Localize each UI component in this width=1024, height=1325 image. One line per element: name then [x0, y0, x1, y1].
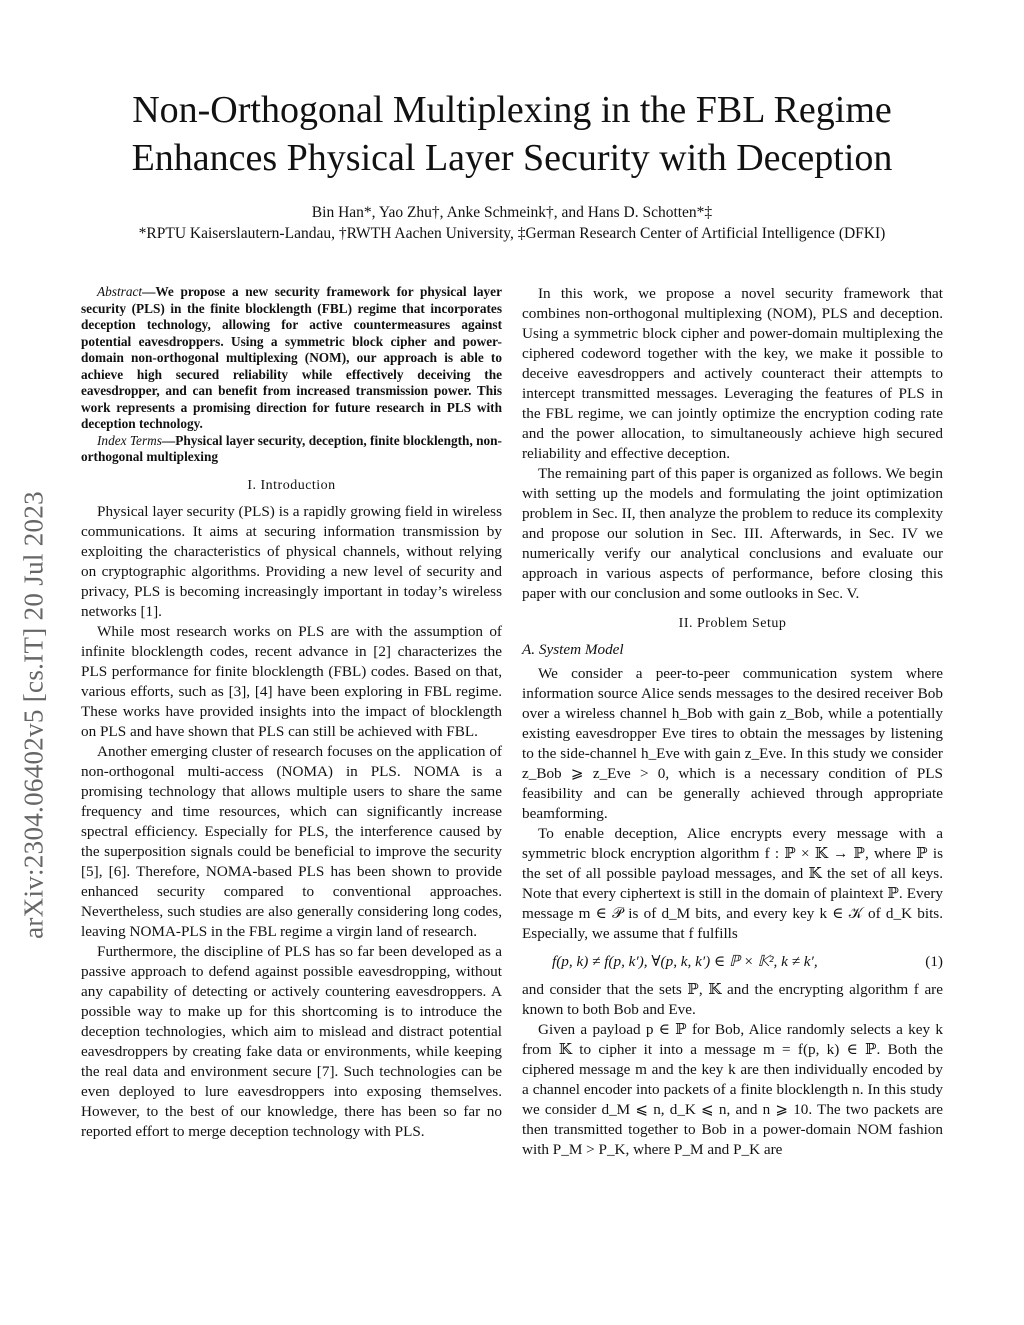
paper-title	[60, 86, 964, 182]
section-heading: I. Introduction	[247, 477, 336, 493]
paragraph: Furthermore, the discipline of PLS has so far been developed as a passive approach to defend against possible eavesdropping, without any capability of detecting or actively countering eavesdroppers. A possible way to make up for this shortcoming is to introduce the deception technologies, which aim to mislead and distract potential eavesdroppers by creating fake data or environments, while keeping the real data and environment secure [7]. Such technologies can be even deployed to lure eavesdroppers into exposing themselves. However, to the best of our knowledge, there has been so far no reported effort to merge deception technology with PLS.	[81, 942, 502, 1140]
paragraph: We consider a peer-to-peer communication system where information source Alice sends messages to the desired receiver Bob over a wireless channel h_Bob with gain z_Bob, while a potentially existing eavesdropper Eve tires to obtain the messages by listening to the side-channel h_Eve with gain z_Eve. In this study we consider z_Bob ⩾ z_Eve > 0, which is a necessary condition of PLS feasibility and can be generally achieved through appropriate beamforming.	[522, 665, 943, 822]
right-column	[522, 284, 943, 1160]
paragraph: Given a payload p ∈ ℙ for Bob, Alice randomly selects a key k from 𝕂 to cipher it into a message m = f(p, k) ∈ ℙ. Both the ciphered message m and the key k are then individually encoded by a channel encoder into packets of a finite blocklength n. In this study we consider d_M ⩽ n, d_K ⩽ n, and n ⩾ 10. The two packets are then transmitted together to Bob in a power-domain NOM fashion with P_M > P_K, where P_M and P_K are	[522, 1021, 943, 1158]
section-heading: II. Problem Setup	[678, 616, 787, 631]
left-column	[81, 284, 502, 1142]
abstract-text: —We propose a new security framework for physical layer security (PLS) in the finite blocklength (FBL) regime that incorporates deception technology, allowing for active countermeasures against potential eavesdroppers. Using a symmetric block cipher and power-domain non-orthogonal multiplexing (NOM), our approach is able to achieve high secured reliability while effectively deceiving the eavesdropper, and can benefit from increased transmission power. This work represents a promising direction for future research in PLS with deception technology.	[81, 284, 502, 431]
arxiv-id: arXiv:2304.06402v5 [cs.IT] 20 Jul 2023	[18, 491, 49, 939]
abstract-label: Abstract	[97, 284, 143, 299]
abstract	[81, 284, 502, 433]
title-line-2: Enhances Physical Layer Security with Deception	[131, 137, 893, 179]
equation-body: f(p, k) ≠ f(p, k′), ∀(p, k, k′) ∈ ℙ × 𝕂², k ≠ k′,	[552, 953, 818, 970]
equation-number: (1)	[925, 953, 943, 970]
subsection-heading: A. System Model	[522, 641, 624, 658]
paragraph: While most research works on PLS are with the assumption of infinite blocklength codes, recent advance in [2] characterizes the PLS performance for finite blocklength (FBL) codes. Based on that, various efforts, such as [3], [4] have been exploring in FBL regime. These works have provided insights into the impact of blocklength on PLS and have shown that PLS can still be achieved with FBL.	[81, 622, 502, 740]
paragraph: Another emerging cluster of research focuses on the application of non-orthogonal multi-access (NOMA) in PLS. NOMA is a promising technology that allows multiple users to share the same frequency and time resources, which can significantly increase spectral efficiency. Especially for PLS, the interference caused by the superposition signals could be beneficial to improve the security [5], [6]. Therefore, NOMA-based PLS has been shown to provide enhanced security compared to conventional approaches. Nevertheless, such studies are also generally considering long codes, leaving NOMA-PLS in the FBL regime a virgin land of research.	[81, 742, 502, 940]
paragraph: and consider that the sets ℙ, 𝕂 and the encrypting algorithm f are known to both Bob and Eve.	[522, 981, 943, 1018]
equation-1	[522, 952, 943, 972]
index-terms	[81, 433, 502, 466]
affiliations: *RPTU Kaiserslautern-Landau, †RWTH Aachen University, ‡German Research Center of Artificial Intelligence (DFKI)	[138, 225, 886, 242]
title-line-1: Non-Orthogonal Multiplexing in the FBL Regime	[132, 89, 892, 131]
paragraph: Physical layer security (PLS) is a rapidly growing field in wireless communications. It aims at securing information transmission by exploiting the characteristics of physical channels, without relying on cryptographic algorithms. Providing a new level of security and privacy, PLS is becoming increasingly important in today’s wireless networks [1].	[81, 502, 502, 620]
paragraph: The remaining part of this paper is organized as follows. We begin with setting up the models and formulating the joint optimization problem in Sec. II, then analyze the problem to reduce its complexity and propose our solution in Sec. III. Afterwards, in Sec. IV we numerically verify our analytical conclusions and evaluate our approach in various aspects of performance, before closing this paper with our conclusion and some outlooks in Sec. V.	[522, 465, 943, 602]
index-terms-label: Index Terms	[97, 432, 162, 448]
paragraph: To enable deception, Alice encrypts every message with a symmetric block encryption algorithm f : ℙ × 𝕂 → ℙ, where ℙ is the set of all possible payload messages, and 𝕂 the set of all keys. Note that every ciphertext is still in the domain of plaintext ℙ. Every message m ∈ 𝒫 is of d_M bits, and every key k ∈ 𝒦 of d_K bits. Especially, we assume that f fulfills	[522, 825, 943, 942]
index-terms-text: —Physical layer security, deception, finite blocklength, non-orthogonal multiplexing	[81, 432, 502, 464]
authors: Bin Han*, Yao Zhu†, Anke Schmeink†, and Hans D. Schotten*‡	[311, 204, 713, 221]
paragraph: In this work, we propose a novel security framework that combines non-orthogonal multiplexing (NOM), PLS and deception. Using a symmetric block cipher and power-domain multiplexing the ciphered codeword together with the key, we make it possible to deceive eavesdroppers and actively counteract their attempts to intercept transmitted messages. Leveraging the features of PLS in the FBL regime, we can jointly optimize the encryption coding rate and the power allocation, to simultaneously achieve high secured reliability and effective deception.	[522, 285, 943, 462]
